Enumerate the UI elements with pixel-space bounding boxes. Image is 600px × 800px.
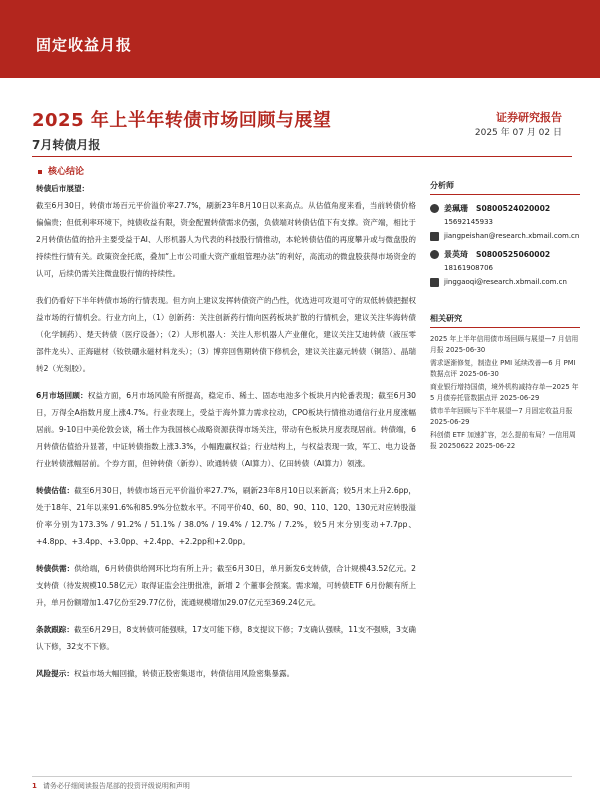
report-subtitle: 7月转债月报 [32, 138, 101, 152]
header-bar [0, 0, 600, 78]
bullet-icon [38, 170, 42, 174]
supply-demand-text: 供给端，6月转债供给网环比均有所上升；截至6月30日，单月新发6支转债，合计规模43.52亿元。2支转债（待发规模10.58亿元）取得证监会注册批准，新增 2 个董事会预案。需求端，可转债ETF 6月份额有所上升，单月份额增加1.47亿份至29.77亿份，流通规模增加29.07亿元至369.24亿元。 [36, 564, 417, 607]
analyst-phone: 18161908706 [444, 264, 493, 272]
analyst-name: 姜珮珊 [444, 203, 468, 213]
report-category: 固定收益月报 [36, 36, 133, 54]
related-research-list [430, 334, 580, 452]
related-research-heading: 相关研究 [430, 313, 580, 328]
paragraph-market-review [36, 387, 416, 472]
person-icon [430, 250, 439, 259]
market-review-label: 6月市场回顾： [36, 391, 88, 400]
paragraph-risk [36, 665, 416, 682]
related-research-item[interactable]: 商业银行增持国债，境外机构减持存单—2025 年 5 月债券托管数据点评 2025-06-29 [430, 383, 579, 402]
paragraph-outlook: 我们仍看好下半年转债市场的行情表现。但方向上建议发挥转债资产的凸性，优选进可攻退可守的双低转债把握权益市场的行情机会。行业方向上，（1）创新药：关注创新药行情向医药板块扩散的行情机会，建议关注华海转债（化学制药）、楚天转债（医疗设备）；（2）人形机器人：关注人形机器人产业催化，建议关注艾迪转债（液压零部件龙头）、正海磁材（钕铁硼永磁材料龙头）；（3）博弈回售期转债下修机会，建议关注嘉元转债（铜箔）、晶瑞转2（光刻胶）。 [36, 296, 416, 373]
paragraph-supply-demand [36, 560, 416, 611]
core-conclusion-heading [38, 164, 84, 177]
footer-divider [32, 776, 572, 777]
analyst-cert: S0800525060002 [476, 249, 551, 259]
analyst-heading: 分析师 [430, 180, 580, 195]
report-type-label: 证券研究报告 [496, 111, 562, 124]
risk-text: 权益市场大幅回撤，转债正股密集退市，转债信用风险密集暴露。 [73, 669, 295, 678]
related-research-item[interactable]: 科创债 ETF 加速扩容，怎么提前布局？—信用周报 20250622 2025-06-22 [430, 431, 576, 450]
risk-label: 风险提示： [36, 669, 74, 678]
supply-demand-label: 转债供需： [36, 564, 75, 573]
paragraph-bond-valuation [36, 482, 416, 550]
page-number: 1 [32, 782, 37, 790]
clause-tracking-label: 条款跟踪： [36, 625, 75, 634]
paragraph-valuation: 截至6月30日，转债市场百元平价溢价率27.7%，刷新23年8月10日以来高点。从估值角度来看，当前转债价格偏偏贵；但低利率环境下，纯债收益有限，资金配置转债需求仍强，负债端对转债估值下有支撑。资产端，相比于2月转债估值的拾升主要受益于AI、人形机器人为代表的科技股行情推动，本轮转债估值的再度攀升或与微盘股的持续性行情有关。政策资金托底，叠加“上市公司重大资产重组管理办法”的利好，高流动的微盘股获得市场资金的认可，后续仍需关注微盘股行情的持续性。 [36, 201, 416, 278]
clause-tracking-text: 截至6月29日，8支转债可能强赎，17支可能下修，8支提议下修；7支确认强赎，11支不强赎，3支确认下修，32支不下修。 [36, 625, 417, 651]
analyst-name: 景英琦 [444, 249, 468, 259]
analyst-email[interactable]: jinggaoqi@research.xbmail.com.cn [444, 278, 567, 286]
mail-icon [430, 278, 439, 287]
outlook-heading: 转债后市展望： [36, 184, 90, 193]
analyst-phone: 15692145933 [444, 218, 493, 226]
main-content [36, 180, 416, 682]
footer [32, 781, 190, 791]
person-icon [430, 204, 439, 213]
footer-disclaimer: 请务必仔细阅读报告尾部的投资评级说明和声明 [42, 782, 190, 790]
report-date: 2025 年 07 月 02 日 [474, 128, 562, 138]
analyst-card [430, 247, 580, 289]
title-divider [32, 156, 572, 157]
core-conclusion-label: 核心结论 [48, 167, 85, 177]
related-research-item[interactable]: 需求逐渐修复，制造业 PMI 延续改善—6 月 PMI 数据点评 2025-06-30 [430, 359, 576, 378]
mail-icon [430, 232, 439, 241]
analyst-email[interactable]: jiangpeishan@research.xbmail.com.cn [444, 232, 580, 240]
bond-valuation-text: 截至6月30日，转债市场百元平价溢价率27.7%，刷新23年8月10日以来新高；较5月末上升2.6pp，处于18年、21年以来91.6%和85.9%分位数水平。不同平价40、60、80、90、110、120、130元对应转股溢价率分别为173.3% / 91.2% / 51.1% / 38.0% / 19.4% / 12.7% / 7.2%，较5月末分别变动+7.7pp、+4.8pp、+3.4pp、+3.0pp、+2.4pp、+2.2pp和+2.0pp。 [36, 486, 416, 546]
sidebar [430, 180, 580, 454]
market-review-text: 权益方面，6月市场风险有所提高，稳定币、稀土、固态电池多个板块月内轮番表现；截至6月30日，万得全A指数月度上涨4.7%。行业表现上，受益于海外算力需求拉动，CPO板块行情推动通信行业月度涨幅居前。9-10日中美伦敦会谈，稀土作为我国核心战略资源获得市场关注，带动有色板块月度表现居前。转债端，6月转债估值拾升显著，中证转债指数上涨3.3%，小幅跑赢权益；行业结构上，与权益表现一致，军工、电力设备行业转债涨幅居前。个券方面，但钟转债（新券）、欧通转债（AI算力）、亿田转债（AI算力）领涨。 [36, 391, 416, 468]
analyst-card [430, 201, 580, 243]
analyst-cert: S0800524020002 [476, 203, 551, 213]
report-title: 2025 年上半年转债市场回顾与展望 [32, 110, 332, 131]
paragraph-clause-tracking [36, 621, 416, 655]
related-research-item[interactable]: 2025 年上半年信用债市场回顾与展望—7 月信用月报 2025-06-30 [430, 335, 579, 354]
related-research-item[interactable]: 债市半年回顾与下半年展望—7 月固定收益月报 2025-06-29 [430, 407, 573, 426]
bond-valuation-label: 转债估值： [36, 486, 75, 495]
